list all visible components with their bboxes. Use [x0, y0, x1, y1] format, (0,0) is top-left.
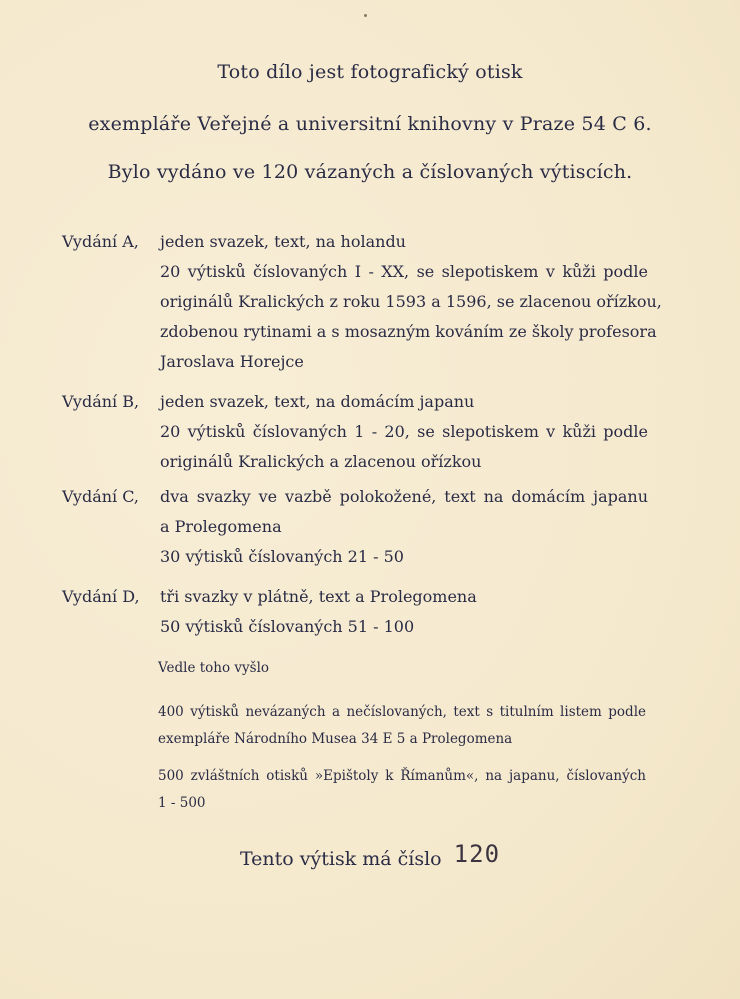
copy-number-label: Tento výtisk má číslo: [239, 848, 442, 870]
edition-a-line-1: jeden svazek, text, na holandu: [160, 232, 406, 251]
additional-intro: Vedle toho vyšlo: [158, 660, 270, 676]
edition-a-label: Vydání A,: [62, 232, 139, 251]
header-line-1: Toto dílo jest fotografický otisk: [217, 61, 523, 83]
edition-d-line-1: tři svazky v plátně, text a Prolegomena: [160, 587, 477, 606]
edition-b-line-2: 20 výtisků číslovaných 1 - 20, se slepotiskem v kůži podle: [160, 422, 648, 441]
additional-item-2-line-1: 500 zvláštních otisků »Epištoly k Římanům«, na japanu, číslovaných: [158, 768, 646, 784]
additional-item-1-line-2: exempláře Národního Musea 34 E 5 a Prolegomena: [158, 731, 513, 747]
edition-c-line-3: 30 výtisků číslovaných 21 - 50: [160, 547, 404, 566]
edition-d-label: Vydání D,: [62, 587, 140, 606]
edition-c-line-1: dva svazky ve vazbě polokožené, text na domácím japanu: [160, 487, 648, 506]
edition-c-line-2: a Prolegomena: [160, 517, 282, 536]
edition-a-line-5: Jaroslava Horejce: [160, 352, 304, 371]
additional-item-1-line-1: 400 výtisků nevázaných a nečíslovaných, text s titulním listem podle: [158, 704, 646, 720]
header-line-3: Bylo vydáno ve 120 vázaných a číslovaných výtiscích.: [107, 161, 633, 183]
edition-b-label: Vydání B,: [62, 392, 140, 411]
edition-b-line-3: originálů Kralických a zlacenou ořízkou: [160, 452, 482, 471]
edition-a-line-4: zdobenou rytinami a s mosazným kováním ze školy profesora: [160, 322, 657, 341]
header-line-2: exempláře Veřejné a universitní knihovny v Praze 54 C 6.: [88, 113, 652, 135]
copy-number-line: [0, 840, 740, 871]
edition-a-line-3: originálů Kralických z roku 1593 a 1596, se zlacenou ořízkou,: [160, 292, 662, 311]
paper-speck: [364, 14, 367, 17]
copy-number-stamp: 120: [453, 840, 501, 868]
additional-item-2-line-2: 1 - 500: [158, 795, 206, 811]
edition-b-line-1: jeden svazek, text, na domácím japanu: [160, 392, 475, 411]
edition-a-line-2: 20 výtisků číslovaných I - XX, se slepotiskem v kůži podle: [160, 262, 648, 281]
edition-d-line-2: 50 výtisků číslovaných 51 - 100: [160, 617, 415, 636]
edition-c-label: Vydání C,: [62, 487, 139, 506]
